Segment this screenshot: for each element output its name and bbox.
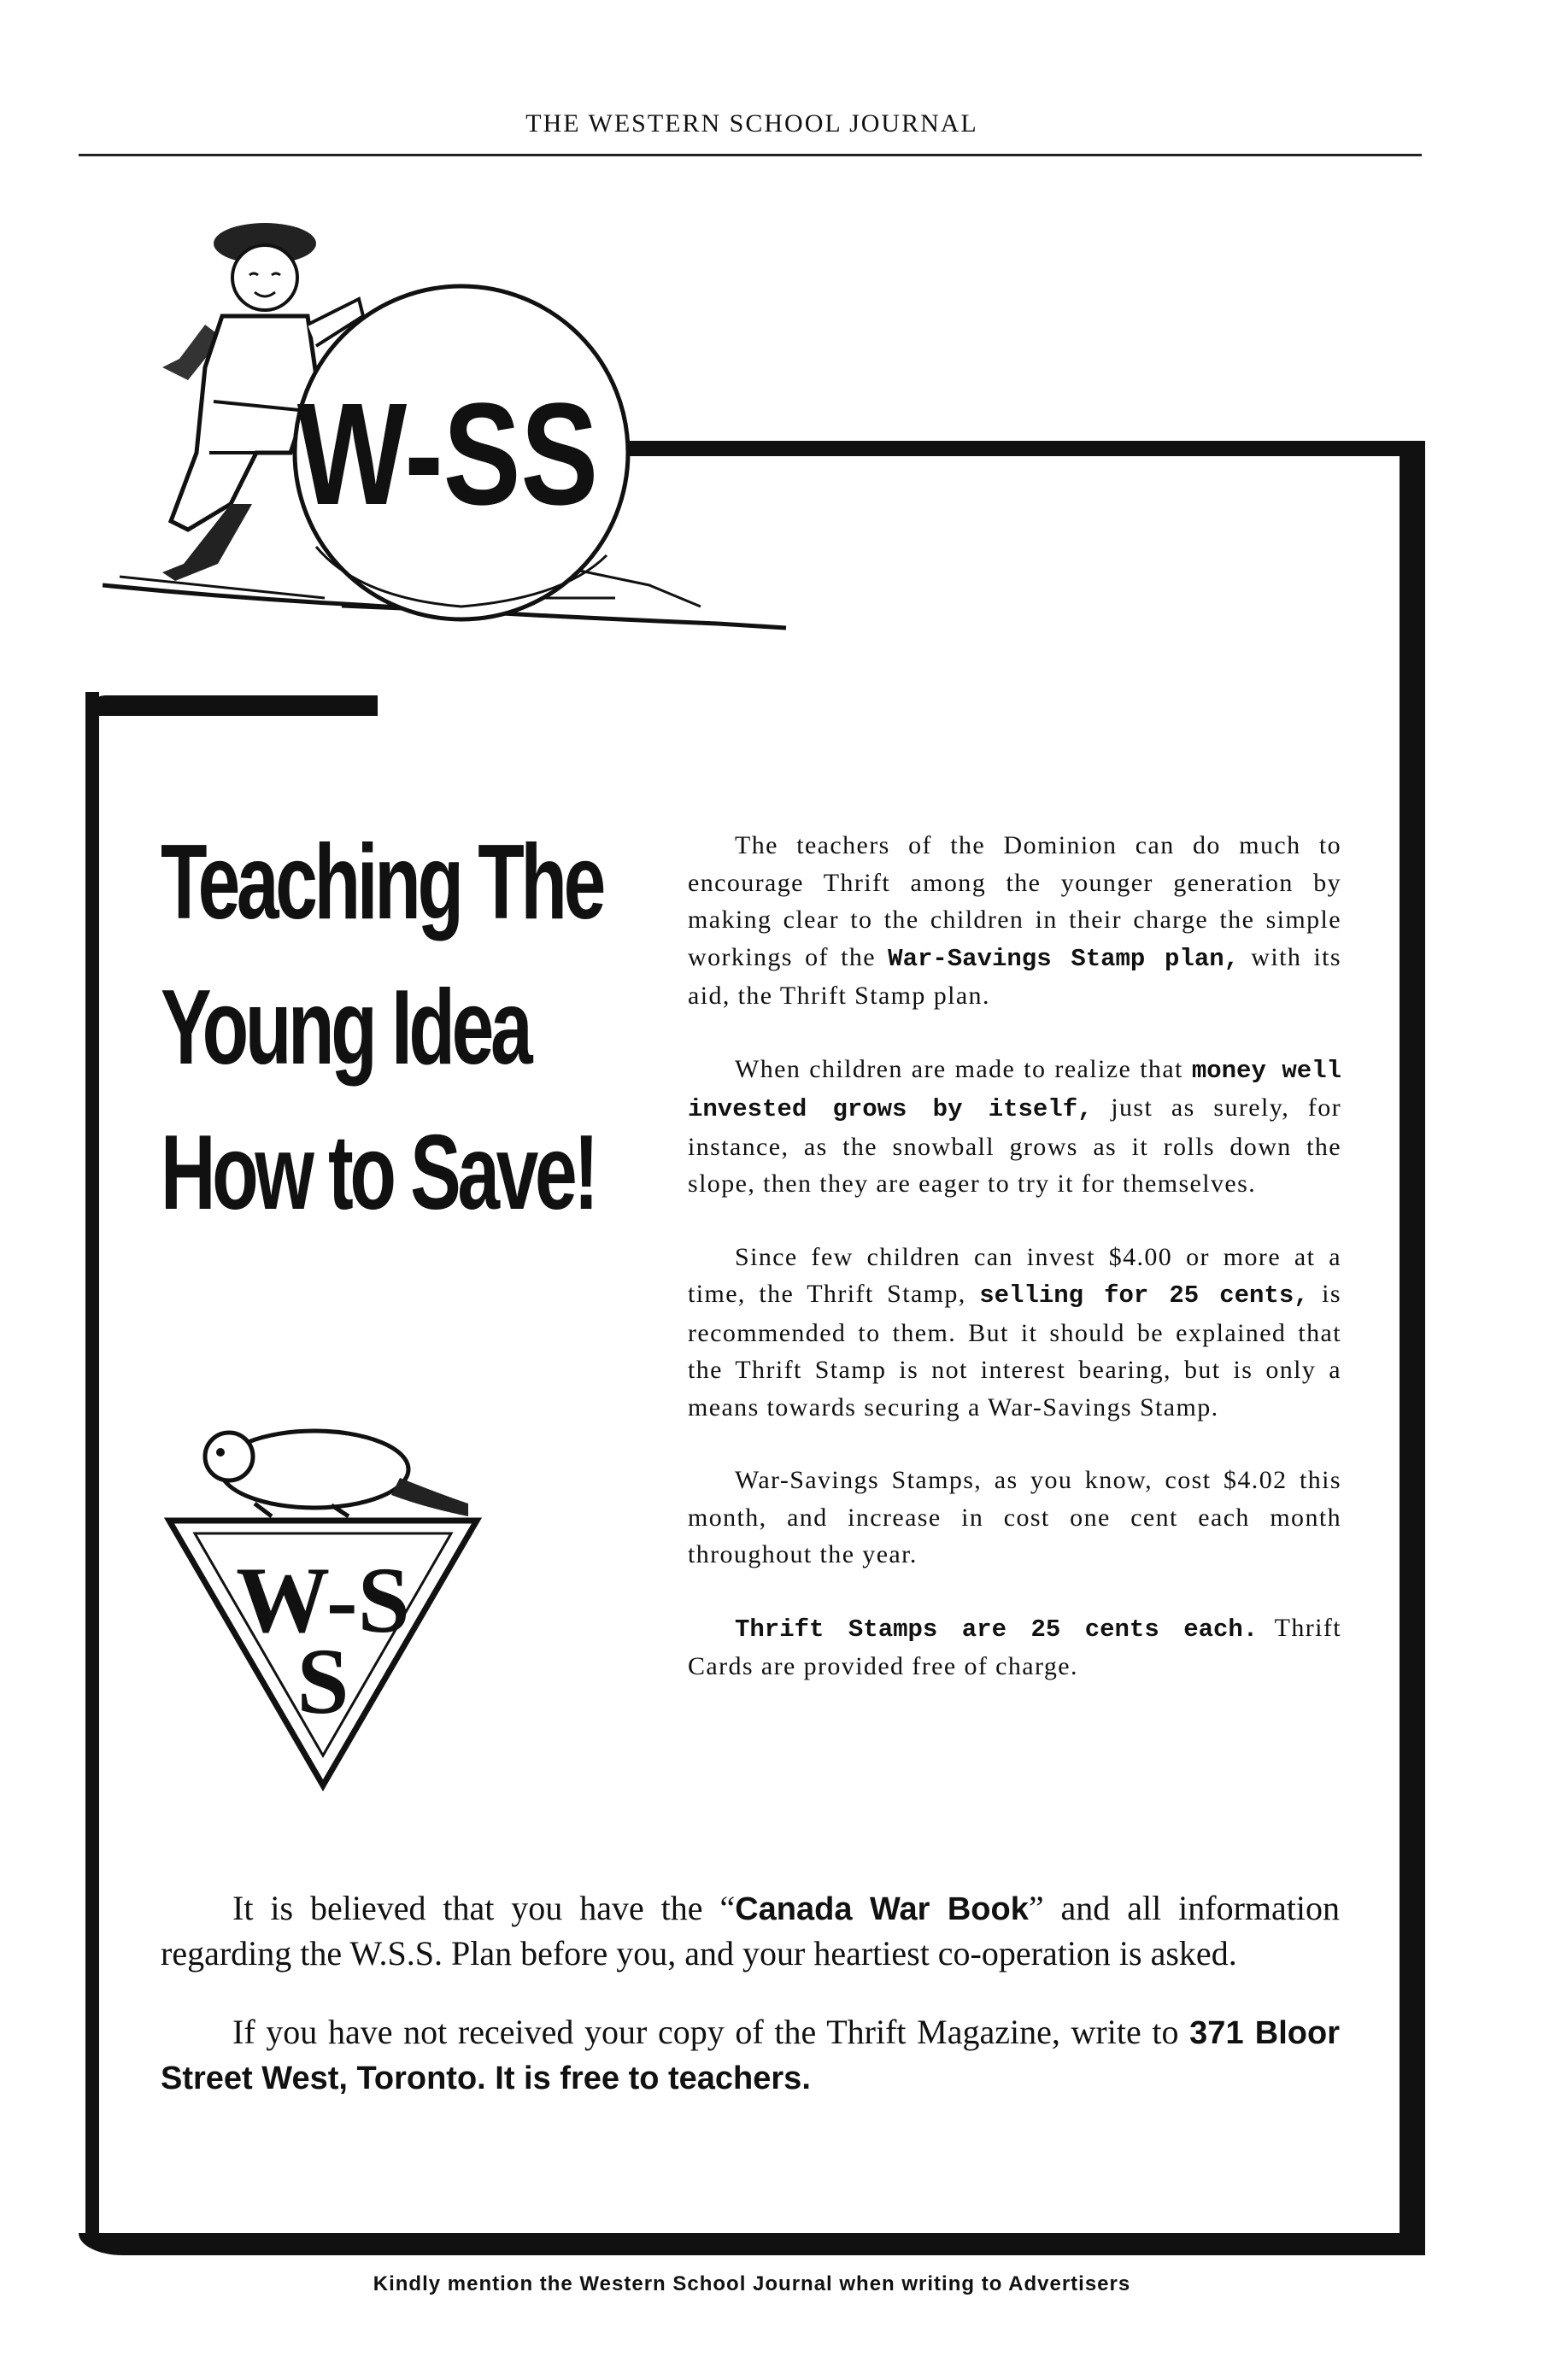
paragraph-2-bold: money well invested grows by itself, bbox=[688, 1056, 1341, 1123]
closing-2-bold: 371 Bloor Street West, Toronto. It is free to teachers. bbox=[161, 2015, 1341, 2096]
frame-bottom-border bbox=[79, 2233, 1425, 2255]
paragraph-1-bold: War-Savings Stamp plan, bbox=[888, 944, 1240, 973]
closing-paragraph-1 bbox=[161, 1886, 1340, 1976]
snowball-lettering: W-SS bbox=[296, 372, 599, 536]
headline-line-1: Teaching The bbox=[161, 824, 602, 941]
paragraph-1 bbox=[688, 827, 1341, 1015]
paragraph-2-text: When children are made to realize that bbox=[735, 1054, 1192, 1083]
paragraph-5 bbox=[688, 1609, 1341, 1685]
running-head: THE WESTERN SCHOOL JOURNAL bbox=[525, 109, 978, 138]
paragraph-3-text: Since few children can invest $4.00 or more at a time, the Thrift Stamp, bbox=[688, 1242, 1341, 1308]
paragraph-4: War-Savings Stamps, as you know, cost $4.02 this month, and increase in cost one cent each month throughout the year. bbox=[688, 1466, 1341, 1568]
frame-right-border bbox=[1400, 441, 1425, 2245]
boy-snowball-illustration bbox=[103, 196, 820, 675]
header-rule bbox=[79, 154, 1422, 156]
closing-1-bold: Canada War Book bbox=[735, 1891, 1029, 1927]
snowball bbox=[295, 286, 628, 619]
paragraph-2-end: just as surely, for instance, as the snowball grows as it rolls down the slope, then they are eager to try it for themselves. bbox=[688, 1093, 1341, 1198]
closing-text bbox=[161, 1886, 1340, 2135]
paragraph-5-end: Thrift Cards are provided free of charge. bbox=[688, 1613, 1341, 1680]
paragraph-1-text: The teachers of the Dominion can do much to encourage Thrift among the younger generation by making clear to the children in their charge the simple workings of the bbox=[688, 831, 1341, 971]
body-column bbox=[688, 827, 1341, 1721]
frame-left-border bbox=[85, 692, 99, 2245]
closing-1-end: ” and all information regarding the W.S.S. Plan before you, and your heartiest co-operation is asked. bbox=[161, 1889, 1340, 1973]
headline-line-2: Young Idea bbox=[161, 969, 530, 1087]
closing-paragraph-2 bbox=[161, 2010, 1340, 2101]
emblem-bottom-letter: S bbox=[296, 1629, 349, 1733]
paragraph-2 bbox=[688, 1051, 1341, 1203]
frame-corner-border bbox=[85, 695, 378, 716]
emblem-top-letters: W-S bbox=[236, 1548, 410, 1652]
closing-2-text: If you have not received your copy of the Thrift Magazine, write to bbox=[232, 2013, 1190, 2051]
paragraph-3-end: is recommended to them. But it should be explained that the Thrift Stamp is not interest bearing, but is only a means towards securing a War-Savings Stamp. bbox=[688, 1280, 1341, 1422]
closing-1-text: It is believed that you have the “ bbox=[232, 1889, 736, 1927]
footer-note: Kindly mention the Western School Journal when writing to Advertisers bbox=[373, 2272, 1131, 2295]
paragraph-5-bold: Thrift Stamps are 25 cents each. bbox=[735, 1615, 1259, 1644]
paragraph-3 bbox=[688, 1239, 1341, 1427]
beaver-wss-emblem bbox=[161, 1410, 485, 1794]
paragraph-3-bold: selling for 25 cents, bbox=[979, 1281, 1309, 1310]
headline-line-3: How to Save! bbox=[161, 1114, 596, 1232]
paragraph-1-end: with its aid, the Thrift Stamp plan. bbox=[688, 942, 1341, 1010]
headline bbox=[161, 810, 602, 1246]
beaver-icon bbox=[205, 1431, 468, 1516]
